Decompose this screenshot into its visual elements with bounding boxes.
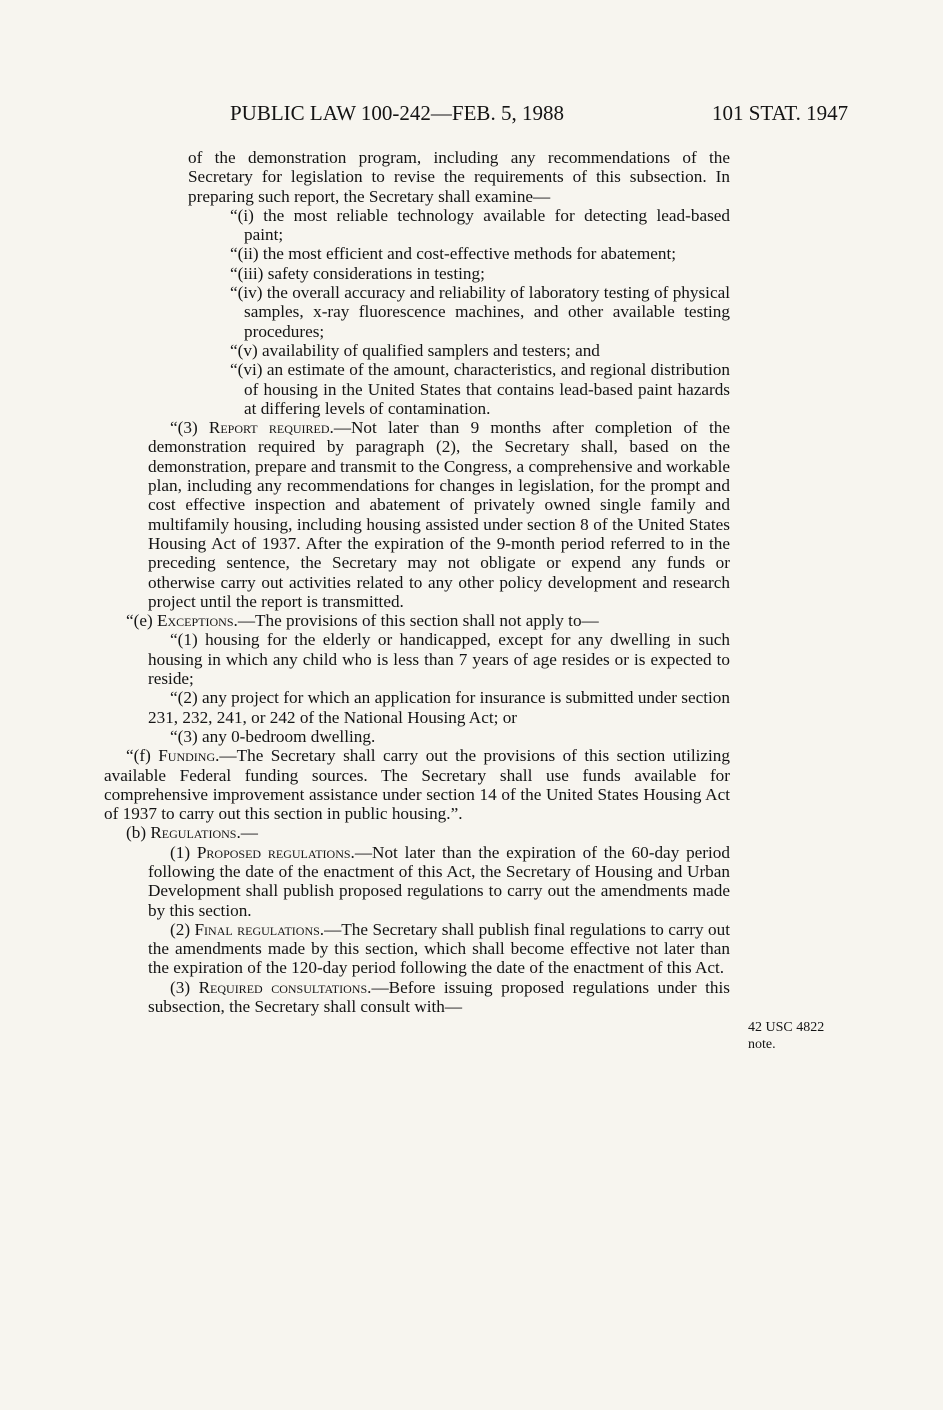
law-citation: PUBLIC LAW 100-242—FEB. 5, 1988 <box>230 101 564 125</box>
margin-citation: 42 USC 4822 <box>748 1020 825 1035</box>
proposed-heading: Proposed regulations. <box>196 842 355 862</box>
intro-paragraph: of the demonstration program, including any recommendations of the Secretary for legislation to revise the requirements of this subsection. In preparing such report, the Secretary shall examine— <box>188 148 730 206</box>
exception-item-3: “(3) any 0-bedroom dwelling. <box>170 726 376 746</box>
exceptions-paragraph <box>104 611 730 630</box>
margin-note <box>748 1019 858 1053</box>
final-regulations-paragraph <box>104 920 730 978</box>
consultations-text: —Before issuing proposed regulations under this subsection, the Secretary shall consult with— <box>148 977 730 1017</box>
funding-lead: “(f) <box>126 746 159 766</box>
examine-item-4: “(iv) the overall accuracy and reliability of laboratory testing of physical samples, x-ray fluorescence machines, and other available testing procedures; <box>230 283 730 341</box>
exception-item-2: “(2) any project for which an application for insurance is submitted under section 231, 232, 241, or 242 of the National Housing Act; or <box>148 688 730 727</box>
exceptions-heading: Exceptions. <box>157 611 238 631</box>
consultations-heading: Required consultations. <box>198 977 372 997</box>
exceptions-lead: “(e) <box>126 611 158 631</box>
report-required-paragraph <box>104 418 730 611</box>
funding-text: —The Secretary shall carry out the provisions of this section utilizing available Federal funding sources. The Secretary shall use funds available for comprehensive improvement assistance under section 14 of the United States Housing Act of 1937 to carry out this section in public housing.”. <box>104 746 730 824</box>
required-consultations-paragraph <box>104 978 730 1017</box>
funding-heading: Funding. <box>158 746 220 766</box>
body-text <box>104 148 730 1016</box>
final-text: —The Secretary shall publish final regulations to carry out the amendments made by this section, which shall become effective not later than the expiration of the 120-day period following the date of the enactment of this Act. <box>148 919 730 978</box>
page-header <box>0 98 943 128</box>
regulations-heading-paragraph <box>104 823 730 842</box>
examine-item-6: “(vi) an estimate of the amount, characteristics, and regional distribution of housing in the United States that contains lead-based paint hazards at differing levels of contamination. <box>230 360 730 418</box>
statute-page: 101 STAT. 1947 <box>712 101 849 125</box>
examine-item-5: “(v) availability of qualified samplers and testers; and <box>230 340 600 360</box>
funding-paragraph <box>104 746 730 823</box>
margin-note-text: note. <box>748 1037 776 1052</box>
proposed-regulations-paragraph <box>104 843 730 920</box>
final-lead: (2) <box>170 919 195 939</box>
regulations-text: — <box>240 823 258 843</box>
exception-item-1: “(1) housing for the elderly or handicapped, except for any dwelling in such housing in which any child who is less than 7 years of age resides or is expected to reside; <box>148 630 730 689</box>
proposed-text: —Not later than the expiration of the 60-day period following the date of the enactment of this Act, the Secretary of Housing and Urban Development shall publish proposed regulations to carry out the amendments made by this section. <box>148 842 730 920</box>
regulations-heading: Regulations. <box>150 823 241 843</box>
examine-item-1: “(i) the most reliable technology available for detecting lead-based paint; <box>230 205 730 245</box>
consultations-lead: (3) <box>170 977 199 997</box>
proposed-lead: (1) <box>170 842 197 862</box>
report-required-heading: Report required. <box>208 418 334 438</box>
examine-item-3: “(iii) safety considerations in testing; <box>230 263 485 283</box>
report-required-text: —Not later than 9 months after completion of the demonstration required by paragraph (2), the Secretary shall, based on the demonstration, prepare and transmit to the Congress, a comprehensive and workable plan, including any recommendations for changes in legislation, for the prompt and cost effective inspection and abatement of privately owned single family and multifamily housing, including housing assisted under section 8 of the United States Housing Act of 1937. After the expiration of the 9-month period referred to in the preceding sentence, the Secretary may not obligate or expend any funds or otherwise carry out activities related to any other policy development and research project until the report is transmitted. <box>148 418 730 611</box>
exceptions-text: —The provisions of this section shall not apply to— <box>237 611 599 631</box>
examine-item-2: “(ii) the most efficient and cost-effective methods for abatement; <box>230 244 677 264</box>
regulations-lead: (b) <box>126 823 151 843</box>
report-required-lead: “(3) <box>170 418 209 438</box>
final-heading: Final regulations. <box>194 919 325 939</box>
